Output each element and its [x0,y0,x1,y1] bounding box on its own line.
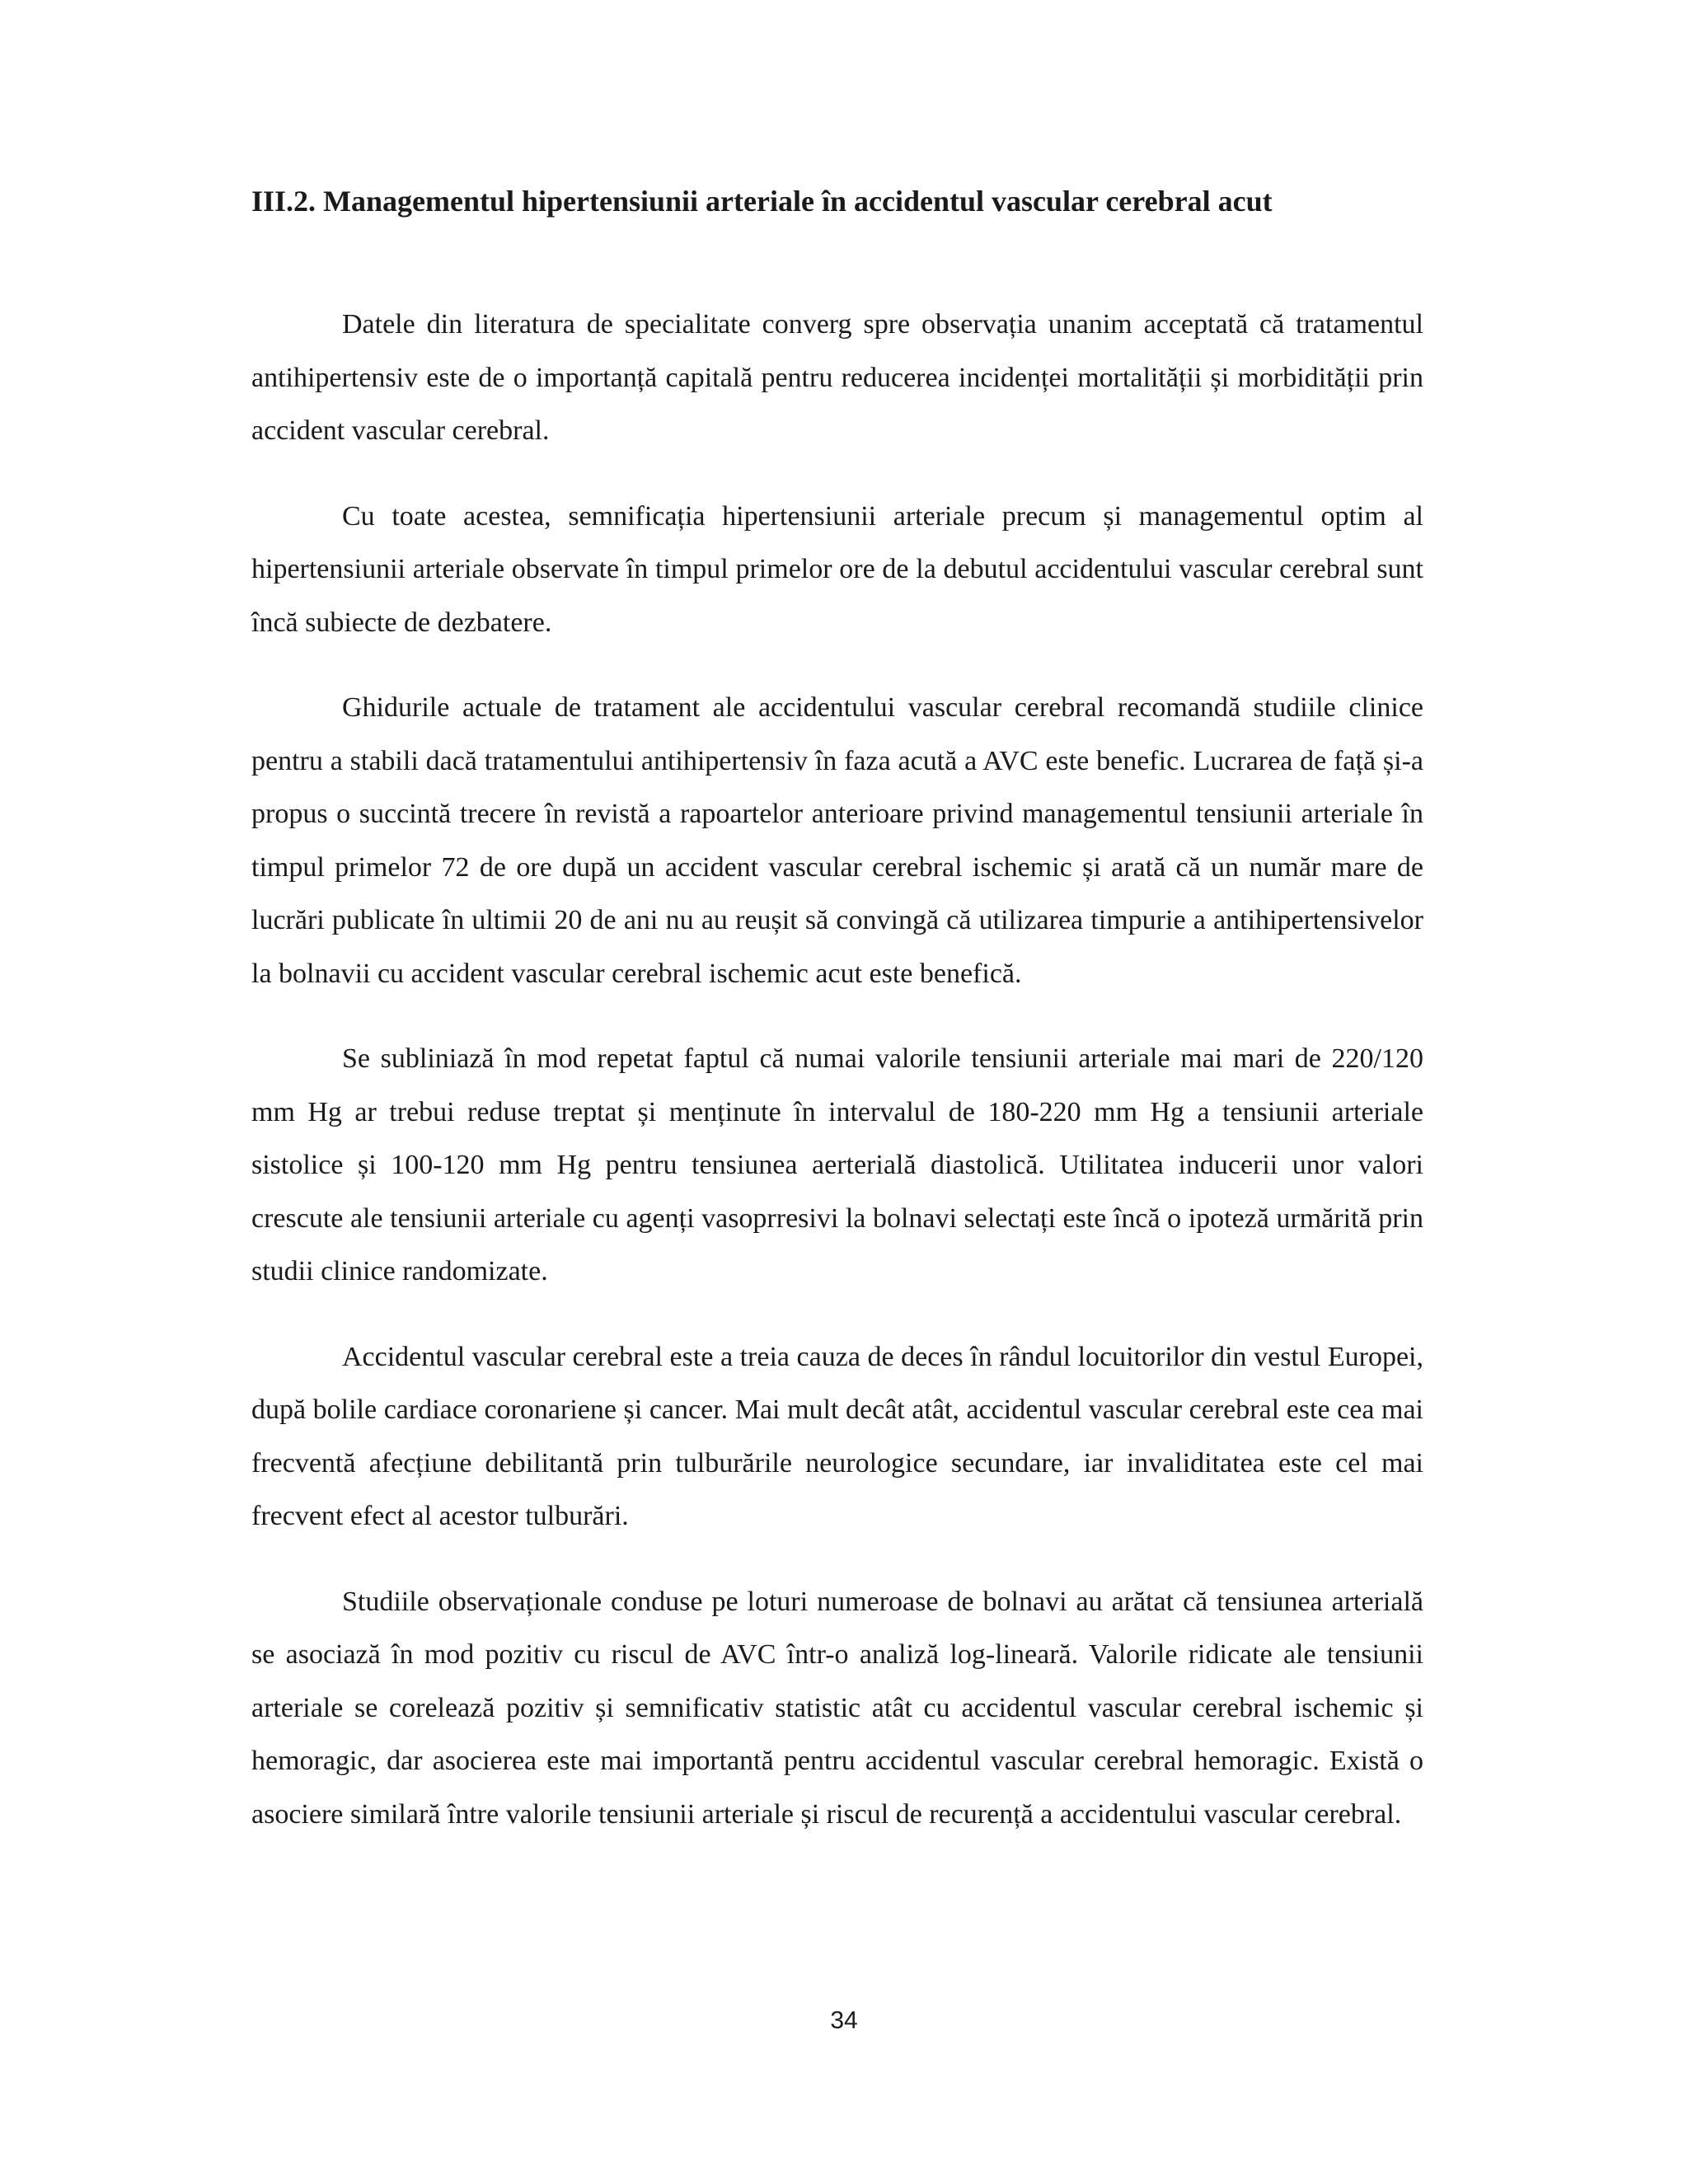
paragraph-2: Cu toate acestea, semnificația hipertensiunii arteriale precum și managementul optim al hipertensiunii arteriale observate în timpul primelor ore de la debutul accidentului vascular cerebral sunt încă subiecte de dezbatere. [251,500,1423,638]
paragraph-4: Se subliniază în mod repetat faptul că numai valorile tensiunii arteriale mai mari de 220/120 mm Hg ar trebui reduse treptat și menținute în intervalul de 180-220 mm Hg a tensiunii arteriale sistolice și 100-120 mm Hg pentru tensiunea aerterială diastolică. Utilitatea inducerii unor valori crescute ale tensiunii arteriale cu agenți vasoprresivi la bolnavi selectați este încă o ipoteză urmărită prin studii clinice randomizate. [251,1043,1423,1286]
document-body [251,298,1423,1841]
paragraph-6: Studiile observaționale conduse pe loturi numeroase de bolnavi au arătat că tensiunea arterială se asociază în mod pozitiv cu riscul de AVC într-o analiză log-lineară. Valorile ridicate ale tensiunii arteriale se corelează pozitiv și semnificativ statistic atât cu accidentul vascular cerebral ischemic și hemoragic, dar asocierea este mai importantă pentru accidentul vascular cerebral hemoragic. Există o asociere similară între valorile tensiunii arteriale și riscul de recurență a accidentului vascular cerebral. [251,1586,1423,1830]
page-number: 34 [830,2007,858,2034]
section-heading: III.2. Managementul hipertensiunii arteriale în accidentul vascular cerebral acut [251,185,1273,218]
paragraph-1: Datele din literatura de specialitate converg spre observația unanim acceptată că tratamentul antihipertensiv este de o importanță capitală pentru reducerea incidenței mortalității și morbidității prin accident vascular cerebral. [251,309,1423,446]
paragraph-3: Ghidurile actuale de tratament ale accidentului vascular cerebral recomandă studiile clinice pentru a stabili dacă tratamentului antihipertensiv în faza acută a AVC este benefic. Lucrarea de față și-a propus o succintă trecere în revistă a rapoartelor anterioare privind managementul tensiunii arteriale în timpul primelor 72 de ore după un accident vascular cerebral ischemic și arată că un număr mare de lucrări publicate în ultimii 20 de ani nu au reușit să convingă că utilizarea timpurie a antihipertensivelor la bolnavii cu accident vascular cerebral ischemic acut este benefică. [251,692,1423,989]
paragraph-5: Accidentul vascular cerebral este a treia cauza de deces în rândul locuitorilor din vestul Europei, după bolile cardiace coronariene și cancer. Mai mult decât atât, accidentul vascular cerebral este cea mai frecventă afecțiune debilitantă prin tulburările neurologice secundare, iar invaliditatea este cel mai frecvent efect al acestor tulburări. [251,1341,1423,1531]
